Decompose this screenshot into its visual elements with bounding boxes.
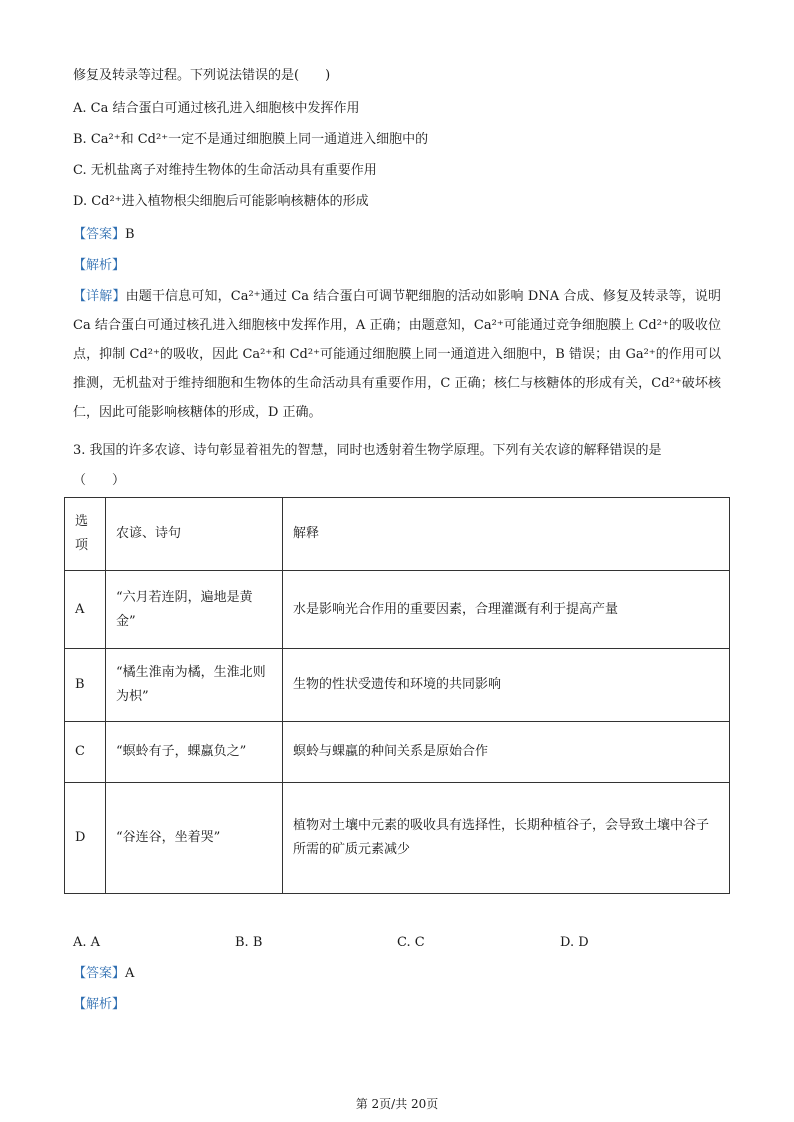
page-footer: 第 2页/共 20页 <box>355 1097 439 1111</box>
row-label: A <box>65 571 106 649</box>
q3-table <box>64 497 730 894</box>
q2-option-d: D. Cd²⁺进入植物根尖细胞后可能影响核糖体的形成 <box>73 194 369 209</box>
proverb-cell: “橘生淮南为橘，生淮北则为枳” <box>106 649 283 722</box>
row-label: B <box>65 649 106 722</box>
q3-paren: （ ） <box>73 473 126 488</box>
explanation-cell: 螟蛉与蜾蠃的种间关系是原始合作 <box>283 722 730 783</box>
q2-detail-paragraph <box>73 282 721 427</box>
q3-answer-line <box>73 966 134 982</box>
explanation-cell: 植物对土壤中元素的吸收具有选择性，长期种植谷子，会导致土壤中谷子所需的矿质元素减少 <box>283 783 730 894</box>
q2-answer: B <box>125 227 135 242</box>
header-cell-explanation: 解释 <box>283 498 730 571</box>
q3-stem: 3. 我国的许多农谚、诗句彰显着祖先的智慧，同时也透射着生物学原理。下列有关农谚的解释错误的是 <box>73 443 662 458</box>
q3-choice-d: D. D <box>560 935 589 950</box>
q3-answer: A <box>125 966 135 981</box>
detail-tag: 【详解】 <box>73 289 126 304</box>
proverb-cell: “六月若连阴，遍地是黄金” <box>106 571 283 649</box>
q3-choice-b: B. B <box>235 935 263 950</box>
q3-choice-c: C. C <box>397 935 425 950</box>
explanation-cell: 水是影响光合作用的重要因素，合理灌溉有利于提高产量 <box>283 571 730 649</box>
q2-detail-text: 由题干信息可知，Ca²⁺通过 Ca 结合蛋白可调节靶细胞的活动如影响 DNA 合成、修复及转录等，说明 Ca 结合蛋白可通过核孔进入细胞核中发挥作用，A 正确；由题意知，Ca²⁺可能通过竞争细胞膜上 Cd²⁺的吸收位点，抑制 Cd²⁺的吸收，因此 Ca²⁺和 Cd²⁺可能通过细胞膜上同一通道进入细胞中，B 错误；由 Ga²⁺的作用可以推测，无机盐对于维持细胞和生物体的生命活动具有重要作用，C 正确；核仁与核糖体的形成有关，Cd²⁺破坏核仁，因此可能影响核糖体的形成，D 正确。 <box>73 289 721 420</box>
table-row <box>65 571 730 649</box>
q3-choice-a: A. A <box>73 935 101 950</box>
q2-intro-end: 修复及转录等过程。下列说法错误的是( ) <box>73 68 331 83</box>
table-row <box>65 783 730 894</box>
answer-tag: 【答案】 <box>73 227 126 242</box>
table-row <box>65 649 730 722</box>
proverb-cell: “螟蛉有子，蜾蠃负之” <box>106 722 283 783</box>
answer-tag: 【答案】 <box>73 966 126 981</box>
q2-analysis-tag: 【解析】 <box>73 258 126 273</box>
header-cell-option: 选项 <box>65 498 106 571</box>
q2-answer-line <box>73 227 135 243</box>
row-label: C <box>65 722 106 783</box>
proverb-cell: “谷连谷，坐着哭” <box>106 783 283 894</box>
row-label: D <box>65 783 106 894</box>
header-cell-proverb: 农谚、诗句 <box>106 498 283 571</box>
explanation-cell: 生物的性状受遗传和环境的共同影响 <box>283 649 730 722</box>
q2-option-a: A. Ca 结合蛋白可通过核孔进入细胞核中发挥作用 <box>73 101 360 116</box>
table-header-row <box>65 498 730 571</box>
q2-option-c: C. 无机盐离子对维持生物体的生命活动具有重要作用 <box>73 163 377 178</box>
q3-analysis-tag: 【解析】 <box>73 997 126 1012</box>
q2-option-b: B. Ca²⁺和 Cd²⁺一定不是通过细胞膜上同一通道进入细胞中的 <box>73 132 429 147</box>
table-row <box>65 722 730 783</box>
